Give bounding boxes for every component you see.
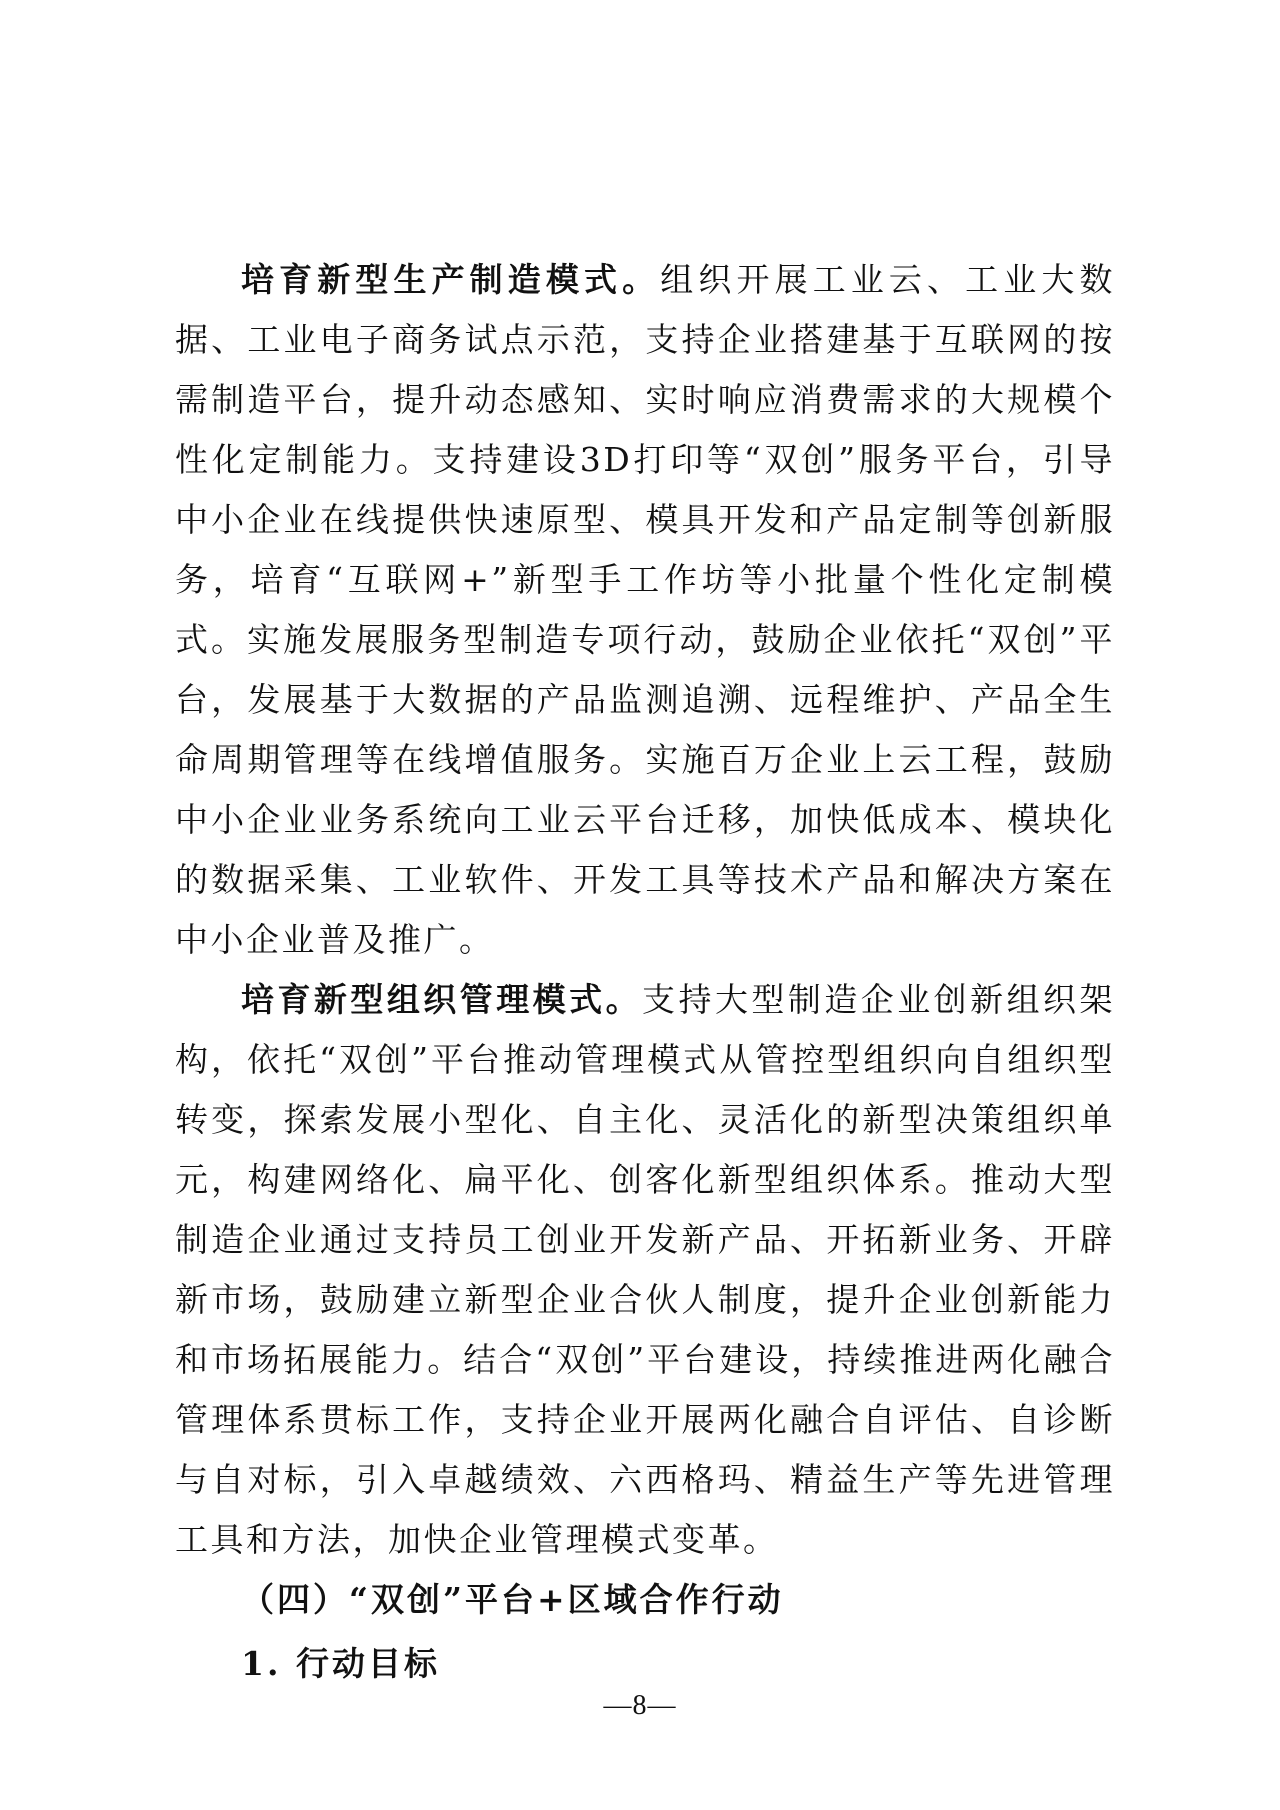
paragraph-management-mode [175, 970, 1115, 1570]
page-number: —8— [603, 1690, 677, 1721]
section-heading: （四）“双创”平台+区域合作行动 [241, 1580, 784, 1619]
subsection-heading: 1. 行动目标 [241, 1644, 440, 1683]
paragraph-production-mode [175, 250, 1115, 970]
paragraph-lead: 培育新型生产制造模式。 [241, 260, 661, 299]
paragraph-lead: 培育新型组织管理模式。 [241, 980, 643, 1019]
document-body [175, 250, 1115, 1694]
paragraph-text: 支持大型制造企业创新组织架构，依托“双创”平台推动管理模式从管控型组织向自组织型转变，探索发展小型化、自主化、灵活化的新型决策组织单元，构建网络化、扁平化、创客化新型组织体系。推动大型制造企业通过支持员工创业开发新产品、开拓新业务、开辟新市场，鼓励建立新型企业合伙人制度，提升企业创新能力和市场拓展能力。结合“双创”平台建设，持续推进两化融合管理体系贯标工作，支持企业开展两化融合自评估、自诊断与自对标，引入卓越绩效、六西格玛、精益生产等先进管理工具和方法，加快企业管理模式变革。 [175, 980, 1116, 1559]
paragraph-text: 组织开展工业云、工业大数据、工业电子商务试点示范，支持企业搭建基于互联网的按需制造平台，提升动态感知、实时响应消费需求的大规模个性化定制能力。支持建设3D打印等“双创”服务平台，引导中小企业在线提供快速原型、模具开发和产品定制等创新服务，培育“互联网+”新型手工作坊等小批量个性化定制模式。实施发展服务型制造专项行动，鼓励企业依托“双创”平台，发展基于大数据的产品监测追溯、远程维护、产品全生命周期管理等在线增值服务。实施百万企业上云工程，鼓励中小企业业务系统向工业云平台迁移，加快低成本、模块化的数据采集、工业软件、开发工具等技术产品和解决方案在中小企业普及推广。 [175, 260, 1116, 959]
